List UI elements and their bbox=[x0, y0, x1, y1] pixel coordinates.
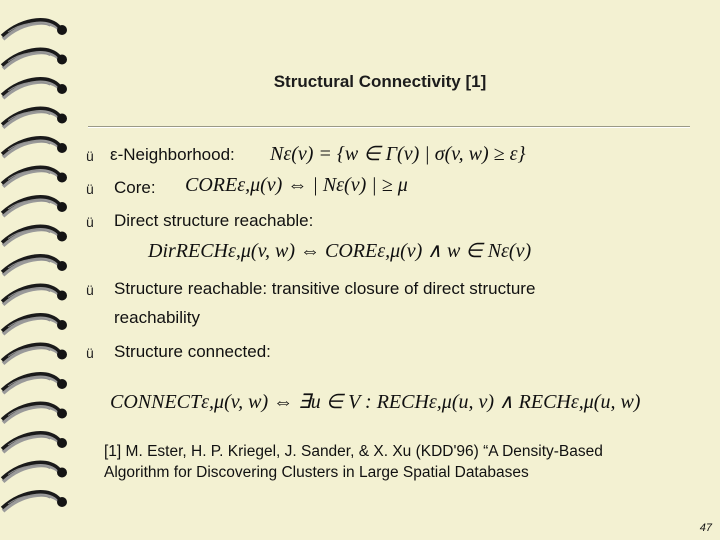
spiral-ring bbox=[2, 108, 67, 127]
reference-citation bbox=[104, 441, 704, 483]
checkmark-icon: ü bbox=[86, 214, 94, 230]
spiral-ring bbox=[2, 344, 67, 363]
spiral-ring bbox=[2, 492, 67, 511]
checkmark-icon: ü bbox=[86, 181, 94, 197]
spiral-binding bbox=[0, 0, 80, 540]
direct-structure-reachable-formula: DirRECHε,μ(v, w) ⇔ COREε,μ(v) ∧ w ∈ Nε(v) bbox=[148, 240, 532, 262]
bullet-core-label: Core: bbox=[114, 178, 156, 197]
spiral-ring bbox=[2, 197, 67, 216]
spiral-ring bbox=[2, 285, 67, 304]
bullet-direct-structure-reachable-label: Direct structure reachable: bbox=[114, 211, 314, 230]
bullet-structure-reachable-label: Structure reachable: transitive closure of direct structure bbox=[114, 279, 536, 298]
spiral-ring bbox=[2, 462, 67, 481]
structure-connected-formula: CONNECTε,μ(v, w) ⇔ ∃u ∈ V : RECHε,μ(u, v) ∧ RECHε,μ(u, w) bbox=[110, 391, 641, 413]
reference-line-1: [1] M. Ester, H. P. Kriegel, J. Sander, & X. Xu (KDD'96) “A Density-Based bbox=[104, 443, 603, 460]
bullet-structure-connected-label: Structure connected: bbox=[114, 342, 271, 361]
spiral-ring bbox=[2, 49, 67, 68]
spiral-ring bbox=[2, 79, 67, 98]
epsilon-neighborhood-formula: Nε(v) = {w ∈ Γ(v) | σ(v, w) ≥ ε} bbox=[270, 143, 526, 165]
spiral-ring bbox=[2, 226, 67, 245]
spiral-ring bbox=[2, 403, 67, 422]
spiral-ring bbox=[2, 256, 67, 275]
spiral-ring bbox=[2, 433, 67, 452]
checkmark-icon: ü bbox=[86, 282, 94, 298]
spiral-ring bbox=[2, 20, 67, 39]
bullet-structure-reachable-label-continued: reachability bbox=[114, 308, 200, 327]
core-formula: COREε,μ(v) ⇔ | Nε(v) | ≥ μ bbox=[185, 174, 408, 196]
reference-line-2: Algorithm for Discovering Clusters in Large Spatial Databases bbox=[104, 464, 529, 481]
checkmark-icon: ü bbox=[86, 345, 94, 361]
page-number: 47 bbox=[699, 522, 712, 534]
checkmark-icon: ü bbox=[86, 148, 94, 164]
slide-title: Structural Connectivity [1] bbox=[273, 72, 487, 91]
spiral-ring bbox=[2, 374, 67, 393]
spiral-ring bbox=[2, 315, 67, 334]
title-divider bbox=[88, 126, 690, 128]
spiral-ring bbox=[2, 138, 67, 157]
bullet-epsilon-neighborhood-label: ε-Neighborhood: bbox=[110, 145, 235, 164]
spiral-ring bbox=[2, 167, 67, 186]
